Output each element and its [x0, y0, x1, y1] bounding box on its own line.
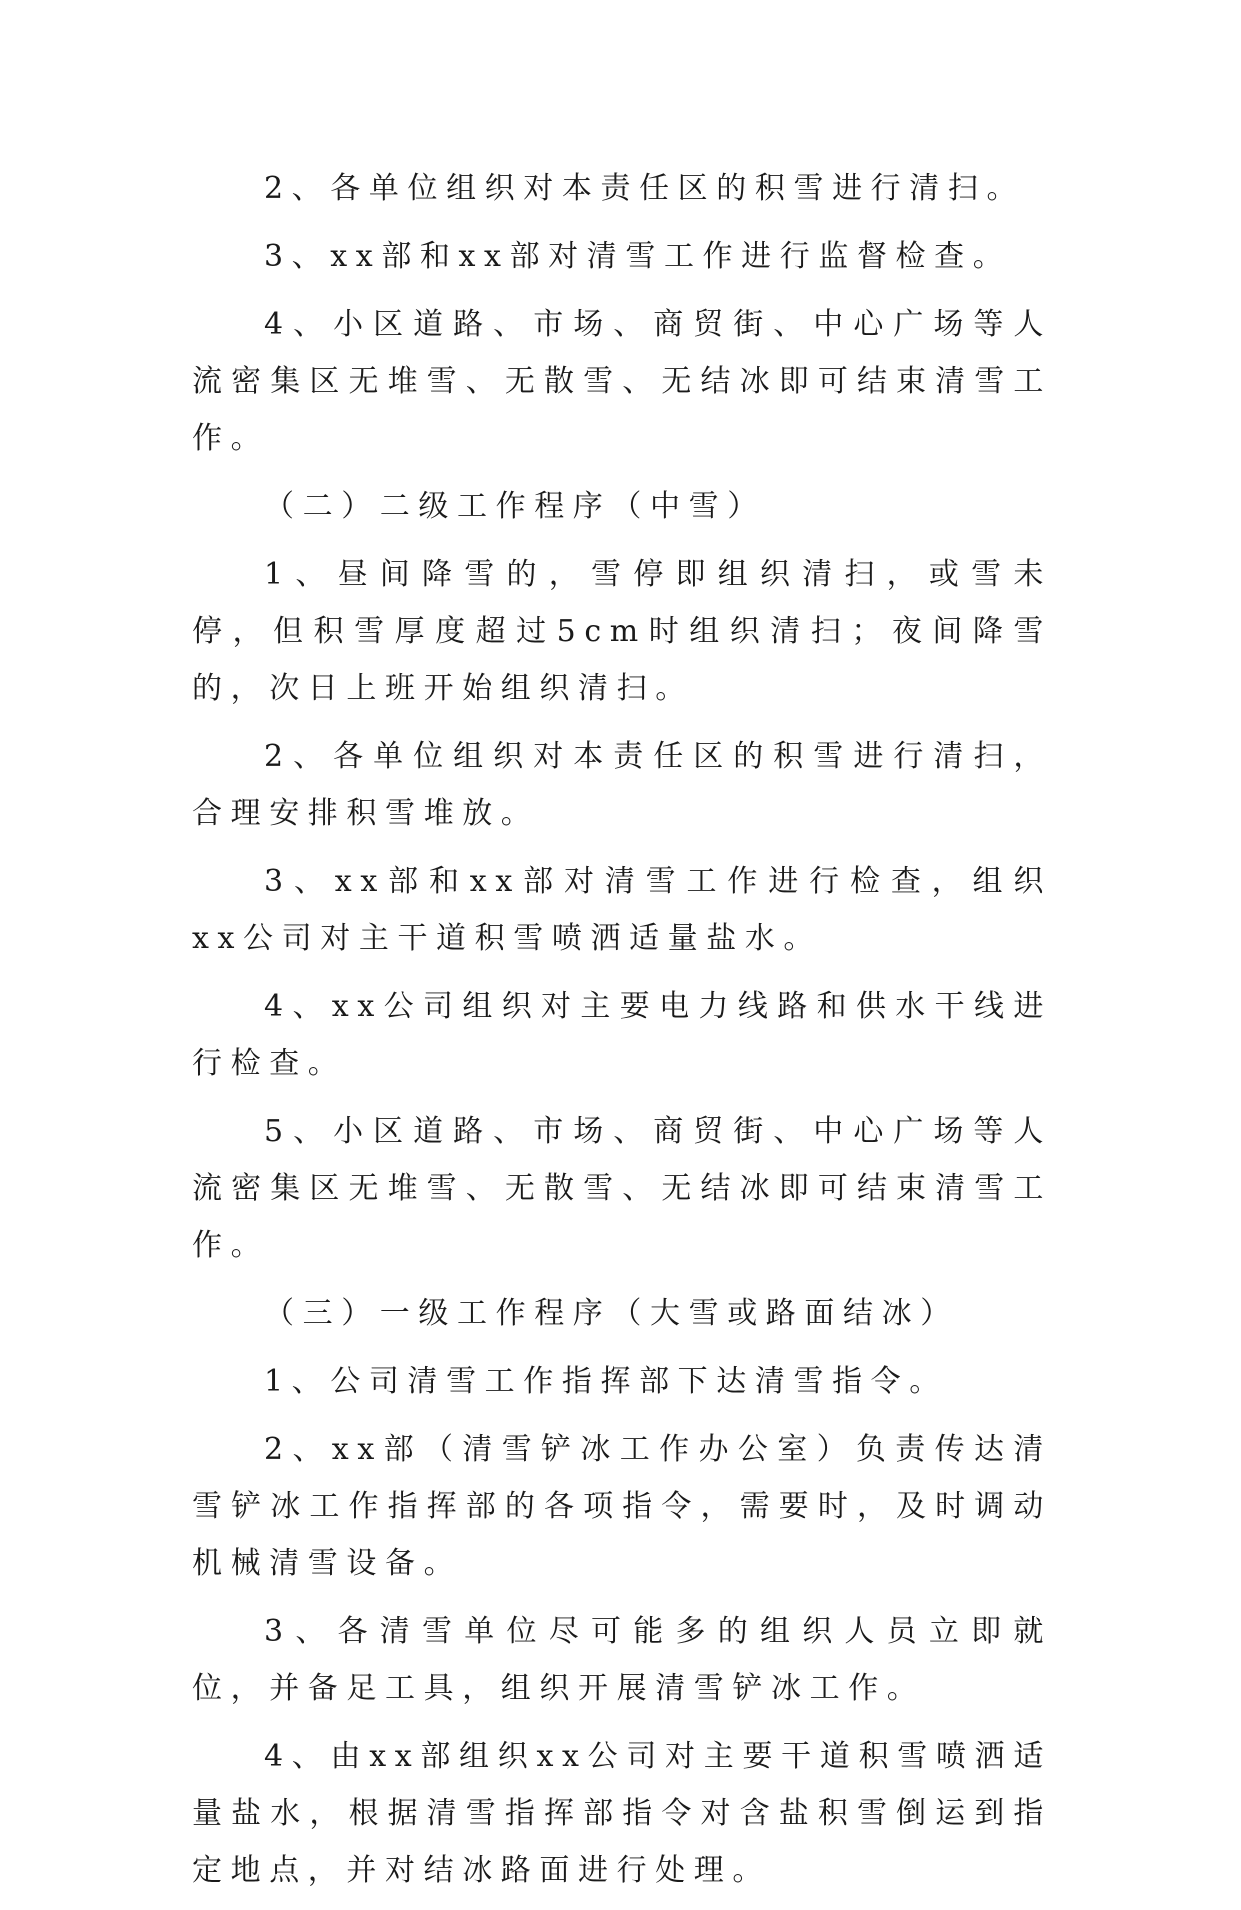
- paragraph-level2-step-1: 1、昼间降雪的，雪停即组织清扫，或雪未停，但积雪厚度超过5cm时组织清扫；夜间降雪的，次日上班开始组织清扫。: [192, 557, 1052, 706]
- paragraph-step-2: 2、各单位组织对本责任区的积雪进行清扫。: [264, 171, 1026, 206]
- paragraph-level2-step-4: 4、xx公司组织对主要电力线路和供水干线进行检查。: [192, 989, 1052, 1081]
- section-heading-level-1: （三）一级工作程序（大雪或路面结冰）: [264, 1296, 959, 1331]
- paragraph-level1-step-3: 3、各清雪单位尽可能多的组织人员立即就位，并备足工具，组织开展清雪铲冰工作。: [192, 1614, 1052, 1706]
- paragraph-level1-step-4: 4、由xx部组织xx公司对主要干道积雪喷洒适量盐水，根据清雪指挥部指令对含盐积雪倒运到指定地点，并对结冰路面进行处理。: [192, 1739, 1052, 1888]
- paragraph-level1-step-2: 2、xx部（清雪铲冰工作办公室）负责传达清雪铲冰工作指挥部的各项指令，需要时，及时调动机械清雪设备。: [192, 1432, 1052, 1581]
- document-body: [192, 160, 1052, 1910]
- paragraph-step-4: 4、小区道路、市场、商贸街、中心广场等人流密集区无堆雪、无散雪、无结冰即可结束清雪工作。: [192, 307, 1052, 456]
- paragraph-level1-step-1: 1、公司清雪工作指挥部下达清雪指令。: [264, 1364, 948, 1399]
- paragraph-level2-step-2: 2、各单位组织对本责任区的积雪进行清扫，合理安排积雪堆放。: [192, 739, 1052, 831]
- paragraph-step-3: 3、xx部和xx部对清雪工作进行监督检查。: [264, 239, 1012, 274]
- section-heading-level-2: （二）二级工作程序（中雪）: [264, 489, 766, 524]
- paragraph-level2-step-5: 5、小区道路、市场、商贸街、中心广场等人流密集区无堆雪、无散雪、无结冰即可结束清雪工作。: [192, 1114, 1052, 1263]
- paragraph-level2-step-3: 3、xx部和xx部对清雪工作进行检查，组织xx公司对主干道积雪喷洒适量盐水。: [192, 864, 1052, 956]
